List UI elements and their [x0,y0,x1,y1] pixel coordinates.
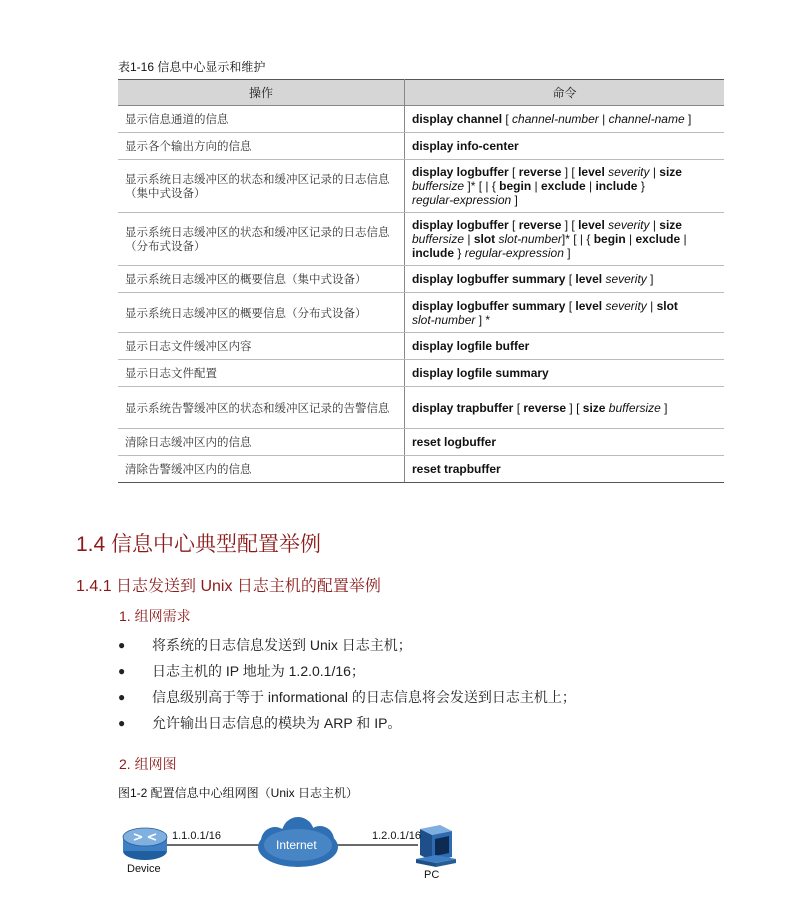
operation-cell: 显示系统日志缓冲区的概要信息（分布式设备） [118,293,405,333]
device-label: Device [127,863,161,875]
pc-icon [416,825,456,867]
command-cell: display info-center [405,133,725,160]
bullet-icon: ● [118,716,126,730]
command-cell: display channel [ channel-number | channel-name ] [405,106,725,133]
command-cell: reset logbuffer [405,429,725,456]
bullet-icon: ● [118,664,126,678]
router-icon [123,828,167,860]
operation-cell: 显示系统告警缓冲区的状态和缓冲区记录的告警信息 [118,387,405,429]
operation-cell: 显示系统日志缓冲区的概要信息（集中式设备） [118,266,405,293]
command-table [118,79,724,483]
command-cell: reset trapbuffer [405,456,725,483]
operation-cell: 清除日志缓冲区内的信息 [118,429,405,456]
operation-cell: 显示信息通道的信息 [118,106,405,133]
operation-cell: 清除告警缓冲区内的信息 [118,456,405,483]
figure-caption: 图1-2 配置信息中心组网图（Unix 日志主机） [118,786,359,800]
table-row [118,106,724,133]
subsection-heading: 1.4.1 日志发送到 Unix 日志主机的配置举例 [76,578,381,595]
device-ip-label: 1.1.0.1/16 [172,830,221,842]
list-item: ● 允许输出日志信息的模块为 ARP 和 IP。 [118,710,576,736]
table-row [118,429,724,456]
list-item: ● 将系统的日志信息发送到 Unix 日志主机； [118,632,576,658]
pc-label: PC [424,869,440,881]
command-cell: display logbuffer [ reverse ] [ level severity | size buffersize | slot slot-number]* [ | { begin | exclude | include } regular-expression ] [405,213,725,266]
operation-cell: 显示日志文件配置 [118,360,405,387]
table-row [118,360,724,387]
table-row [118,387,724,429]
bullet-icon: ● [118,690,126,704]
requirements-list [118,632,576,736]
network-diagram-heading: 2. 组网图 [119,756,177,772]
header-operation: 操作 [118,80,405,106]
command-cell: display logbuffer summary [ level severity | slot slot-number ] * [405,293,725,333]
table-row [118,266,724,293]
table-row [118,333,724,360]
internet-label: Internet [276,838,317,852]
table-row [118,133,724,160]
command-cell: display logbuffer summary [ level severity ] [405,266,725,293]
network-diagram [110,815,490,895]
command-cell: display logfile summary [405,360,725,387]
command-cell: display logbuffer [ reverse ] [ level severity | size buffersize ]* [ | { begin | exclude | include } regular-expression ] [405,160,725,213]
operation-cell: 显示系统日志缓冲区的状态和缓冲区记录的日志信息（分布式设备） [118,213,405,266]
command-cell: display trapbuffer [ reverse ] [ size buffersize ] [405,387,725,429]
command-cell: display logfile buffer [405,333,725,360]
table-row [118,213,724,266]
section-heading: 1.4 信息中心典型配置举例 [76,533,322,556]
requirements-heading: 1. 组网需求 [119,608,191,624]
list-item: ● 日志主机的 IP 地址为 1.2.0.1/16； [118,658,576,684]
bullet-icon: ● [118,638,126,652]
operation-cell: 显示日志文件缓冲区内容 [118,333,405,360]
header-command: 命令 [405,80,725,106]
operation-cell: 显示各个输出方向的信息 [118,133,405,160]
table-row [118,160,724,213]
pc-ip-label: 1.2.0.1/16 [372,830,421,842]
table-row [118,456,724,483]
table-row [118,293,724,333]
list-item: ● 信息级别高于等于 informational 的日志信息将会发送到日志主机上； [118,684,576,710]
diagram-svg [110,815,490,895]
operation-cell: 显示系统日志缓冲区的状态和缓冲区记录的日志信息（集中式设备） [118,160,405,213]
table-caption: 表1-16 信息中心显示和维护 [118,60,266,74]
